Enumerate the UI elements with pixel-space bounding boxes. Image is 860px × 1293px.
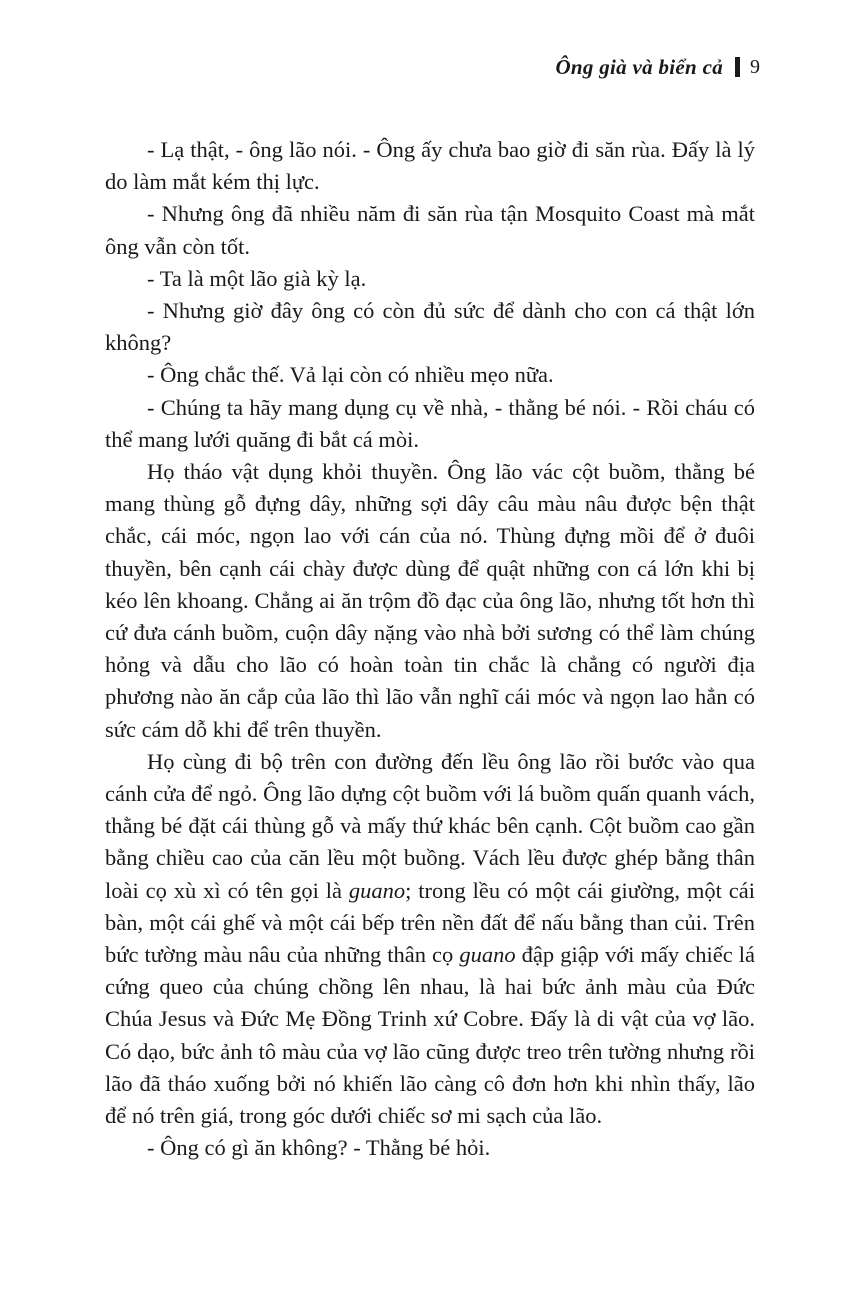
paragraph-4: - Nhưng giờ đây ông có còn đủ sức để dành cho con cá thật lớn không?	[105, 298, 755, 356]
book-title: Ông già và biển cả	[555, 55, 723, 79]
header-separator-bar	[735, 57, 740, 77]
italic-term-guano: guano	[459, 942, 516, 968]
running-header	[555, 52, 760, 82]
paragraph-8-part-b: ; trong lều có một cái giường, một cái bàn, một cái ghế và một cái bếp trên nền đất để nấu bằng than củi. Trên bức tường màu nâu của những thân cọ	[105, 877, 755, 968]
paragraph-8	[105, 746, 755, 1132]
paragraph-9: - Ông có gì ăn không? - Thằng bé hỏi.	[147, 1135, 491, 1161]
paragraph-5: - Ông chắc thế. Vả lại còn có nhiều mẹo nữa.	[147, 362, 554, 388]
paragraph-8-part-c: đập giập với mấy chiếc lá cứng queo của chúng chồng lên nhau, là hai bức ảnh màu của Đức Chúa Jesus và Đức Mẹ Đồng Trinh xứ Cobre. Đấy là di vật của vợ lão. Có dạo, bức ảnh tô màu của vợ lão cũng được treo trên tường nhưng rồi lão đã tháo xuống bởi nó khiến lão càng cô đơn hơn khi nhìn thấy, lão để nó trên giá, trong góc dưới chiếc sơ mi sạch của lão.	[105, 942, 755, 1129]
paragraph-6: - Chúng ta hãy mang dụng cụ về nhà, - thằng bé nói. - Rồi cháu có thể mang lưới quăng đi bắt cá mòi.	[105, 394, 755, 452]
page-body	[105, 134, 755, 1165]
paragraph-7: Họ tháo vật dụng khỏi thuyền. Ông lão vác cột buồm, thằng bé mang thùng gỗ đựng dây, những sợi dây câu màu nâu được bện thật chắc, cái móc, ngọn lao với cán của nó. Thùng đựng mồi để ở đuôi thuyền, bên cạnh cái chày được dùng để quật những con cá lớn khi bị kéo lên khoang. Chẳng ai ăn trộm đồ đạc của ông lão, nhưng tốt hơn thì cứ đưa cánh buồm, cuộn dây nặng vào nhà bởi sương có thể làm chúng hỏng và dẫu cho lão có hoàn toàn tin chắc là chẳng có người địa phương nào ăn cắp của lão thì lão vẫn nghĩ cái móc và ngọn lao hẳn có sức cám dỗ khi để trên thuyền.	[105, 459, 755, 742]
paragraph-8-part-a: Họ cùng đi bộ trên con đường đến lều ông lão rồi bước vào qua cánh cửa để ngỏ. Ông lão dựng cột buồm với lá buồm quấn quanh vách, thằng bé đặt cái thùng gỗ và mấy thứ khác bên cạnh. Cột buồm cao gần bằng chiều cao của căn lều một buồng. Vách lều được ghép bằng thân loài cọ xù xì có tên gọi là	[105, 748, 755, 903]
paragraph-1: - Lạ thật, - ông lão nói. - Ông ấy chưa bao giờ đi săn rùa. Đấy là lý do làm mắt kém thị lực.	[105, 137, 755, 195]
paragraph-2: - Nhưng ông đã nhiều năm đi săn rùa tận Mosquito Coast mà mắt ông vẫn còn tốt.	[105, 201, 755, 259]
italic-term-guano: guano	[348, 877, 406, 903]
paragraph-3: - Ta là một lão già kỳ lạ.	[147, 265, 367, 291]
page-number: 9	[750, 56, 760, 78]
